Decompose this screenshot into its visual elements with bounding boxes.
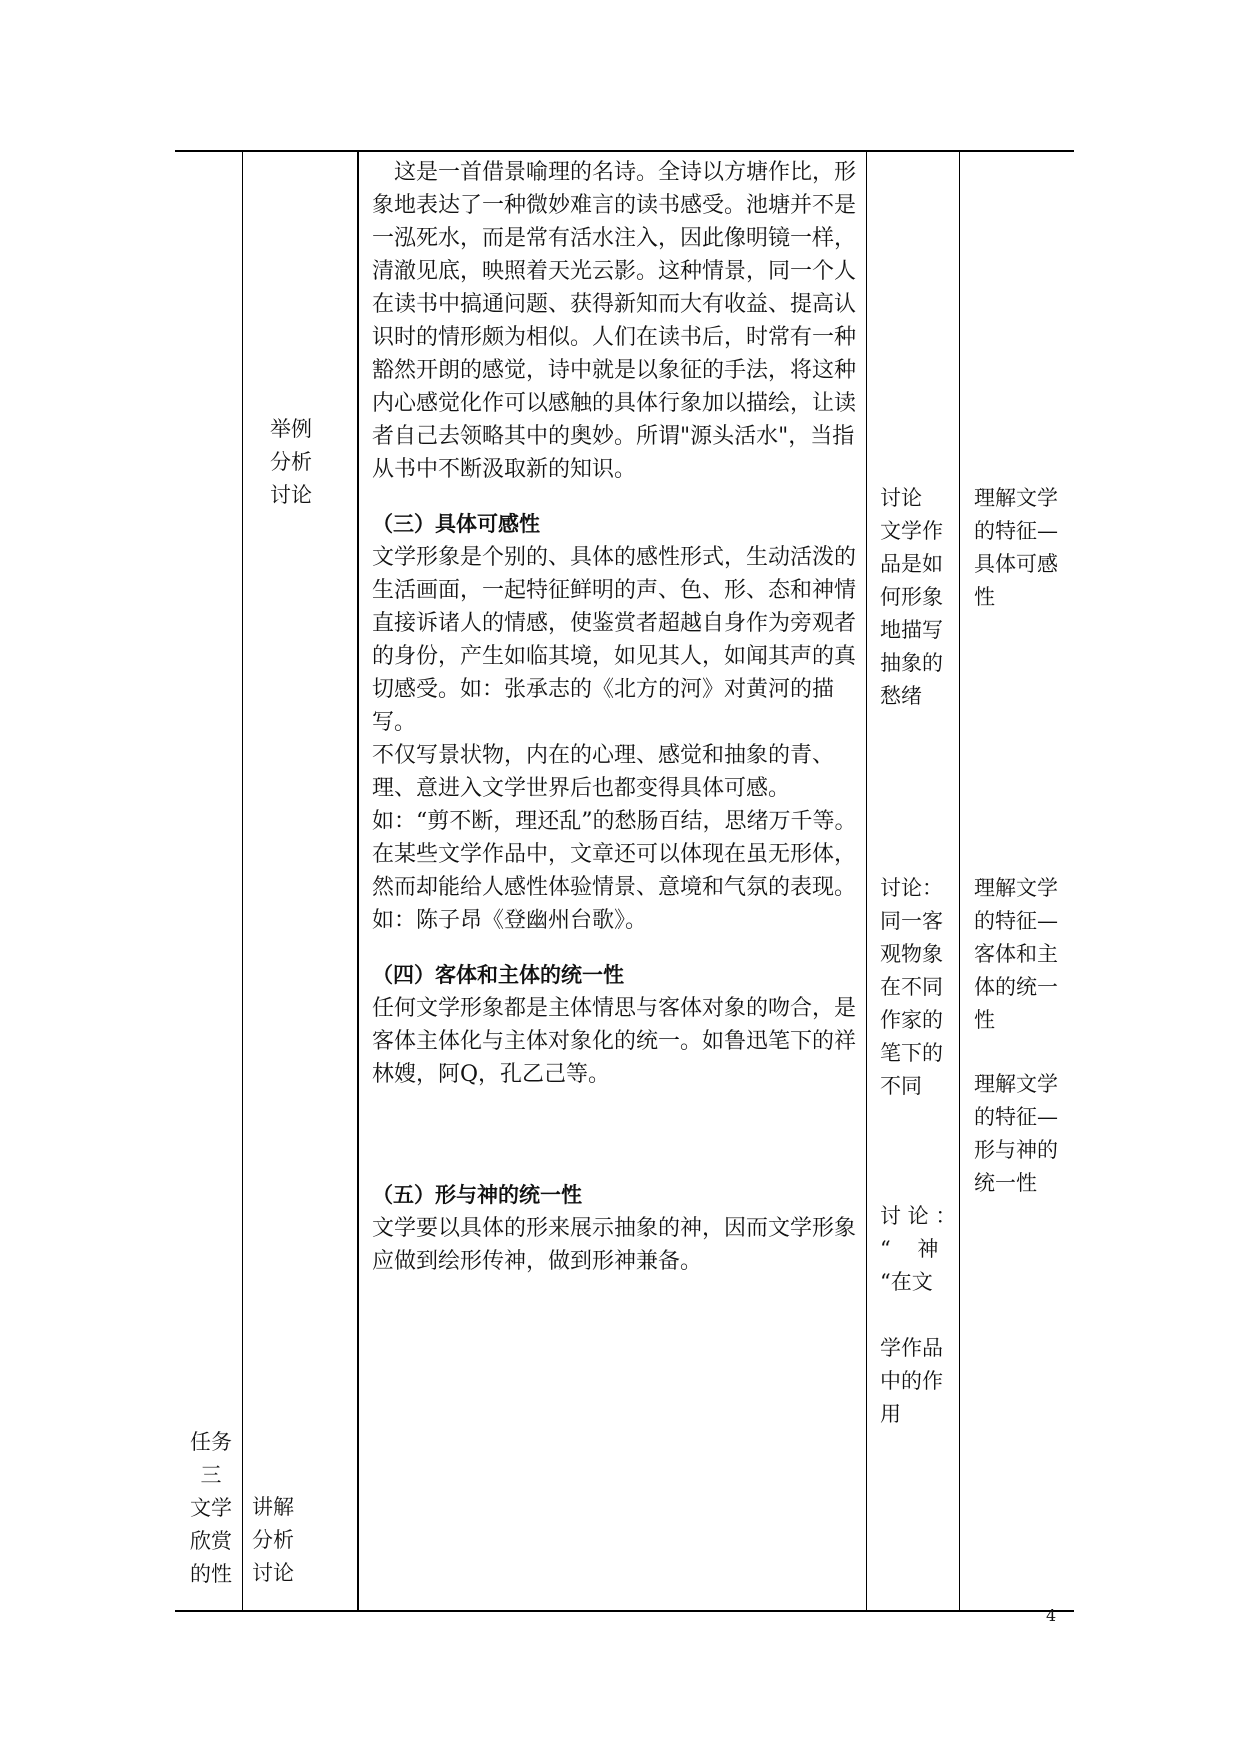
column-divider-2: [357, 150, 359, 1612]
task-line: 文学: [190, 1496, 232, 1520]
goal-line: 形与神的: [974, 1138, 1058, 1162]
activity-line: 讨论：: [880, 876, 943, 900]
activity-line: 用: [880, 1402, 901, 1426]
page-number: 4: [1046, 1606, 1057, 1625]
section-3-paragraph-1: 文学形象是个别的、具体的感性形式，生动活泼的生活画面，一起特征鲜明的声、色、形、态和神情直接诉诸人的情感，使鉴赏者超越自身作为旁观者的身份，产生如临其境，如见其人，如闻其声的真切感受。如：张承志的《北方的河》对黄河的描写。: [372, 545, 857, 735]
goal-line: 的特征—: [974, 909, 1058, 933]
goal-line: 客体和主: [974, 942, 1058, 966]
goal-line: 体的统一: [974, 975, 1058, 999]
activity-line: 作家的: [880, 1008, 943, 1032]
method-line: 分析: [270, 450, 312, 474]
activity-line: 地描写: [880, 618, 943, 642]
section-4-paragraph: 任何文学形象都是主体情思与客体对象的吻合，是客体主体化与主体对象化的统一。如鲁迅笔下的祥林嫂，阿Q，孔乙己等。: [372, 996, 857, 1087]
activity-line: 不同: [880, 1074, 922, 1098]
method-line: 讲解: [252, 1495, 294, 1519]
activity-line: 观物象: [880, 942, 943, 966]
method-line: 分析: [252, 1528, 294, 1552]
activity-line: “ 神: [880, 1237, 939, 1261]
method-line: 讨论: [252, 1561, 294, 1585]
goal-block-1: [974, 482, 1072, 614]
activity-line: 何形象: [880, 585, 943, 609]
activity-line: 同一客: [880, 909, 943, 933]
activity-line: 愁绪: [880, 684, 922, 708]
task-line: 三: [200, 1463, 222, 1487]
activity-line: [880, 1299, 956, 1332]
task-line: 欣赏: [190, 1529, 232, 1553]
goal-line: 理解文学: [974, 486, 1058, 510]
goal-line: 性: [974, 585, 995, 609]
goal-block-2: [974, 872, 1072, 1037]
intro-paragraph: 这是一首借景喻理的名诗。全诗以方塘作比，形象地表达了一种微妙难言的读书感受。池塘并不是一泓死水，而是常有活水注入，因此像明镜一样，清澈见底，映照着天光云影。这种情景，同一个人在读书中搞通问题、获得新知而大有收益、提高认识时的情形颇为相似。人们在读书后，时常有一种豁然开朗的感觉，诗中就是以象征的手法，将这种内心感觉化作可以感触的具体行象加以描绘，让读者自己去领略其中的奥妙。所谓"源头活水"，当指从书中不断汲取新的知识。: [372, 160, 857, 482]
section-5-heading: （五）形与神的统一性: [372, 1183, 582, 1207]
goal-line: 理解文学: [974, 876, 1058, 900]
goal-line: 的特征—: [974, 519, 1058, 543]
task-cell: [183, 1426, 239, 1591]
table-bottom-rule: [175, 1610, 1074, 1612]
section-3-heading: （三）具体可感性: [372, 512, 540, 536]
goal-block-3: [974, 1068, 1072, 1200]
main-content: [372, 156, 860, 1278]
goal-line: 统一性: [974, 1171, 1037, 1195]
table-top-rule: [175, 150, 1074, 152]
method-cell-bottom: [252, 1491, 312, 1590]
method-line: 举例: [270, 417, 312, 441]
goal-line: 性: [974, 1008, 995, 1032]
method-cell-top: [270, 413, 330, 512]
activity-line: 品是如: [880, 552, 943, 576]
activity-line: 笔下的: [880, 1041, 943, 1065]
activity-line: 学作品: [880, 1336, 943, 1360]
activity-line: 抽象的: [880, 651, 943, 675]
goal-line: 理解文学: [974, 1072, 1058, 1096]
activity-block-1: [880, 482, 956, 713]
activity-line: 讨 论 ：: [880, 1204, 957, 1228]
column-divider-1: [242, 150, 243, 1612]
method-line: 讨论: [270, 483, 312, 507]
activity-block-3: [880, 1200, 956, 1431]
activity-line: 中的作: [880, 1369, 943, 1393]
section-5-paragraph: 文学要以具体的形来展示抽象的神，因而文学形象应做到绘形传神，做到形神兼备。: [372, 1216, 857, 1274]
section-3-paragraph-2: 不仅写景状物，内在的心理、感觉和抽象的青、理、意进入文学世界后也都变得具体可感。如：“剪不断，理还乱”的愁肠百结，思绪万千等。在某些文学作品中，文章还可以体现在虽无形体，然而却能给人感性体验情景、意境和气氛的表现。如：陈子昂《登幽州台歌》。: [372, 743, 857, 933]
activity-line: 文学作: [880, 519, 943, 543]
task-line: 的性: [190, 1562, 232, 1586]
column-divider-3: [866, 150, 867, 1612]
task-line: 任务: [190, 1430, 232, 1454]
activity-line: 讨论: [880, 486, 922, 510]
goal-line: 的特征—: [974, 1105, 1058, 1129]
column-divider-4: [959, 150, 960, 1612]
activity-line: 在不同: [880, 975, 943, 999]
goal-line: 具体可感: [974, 552, 1058, 576]
activity-block-2: [880, 872, 956, 1103]
activity-line: “在文: [880, 1270, 933, 1294]
section-4-heading: （四）客体和主体的统一性: [372, 963, 624, 987]
